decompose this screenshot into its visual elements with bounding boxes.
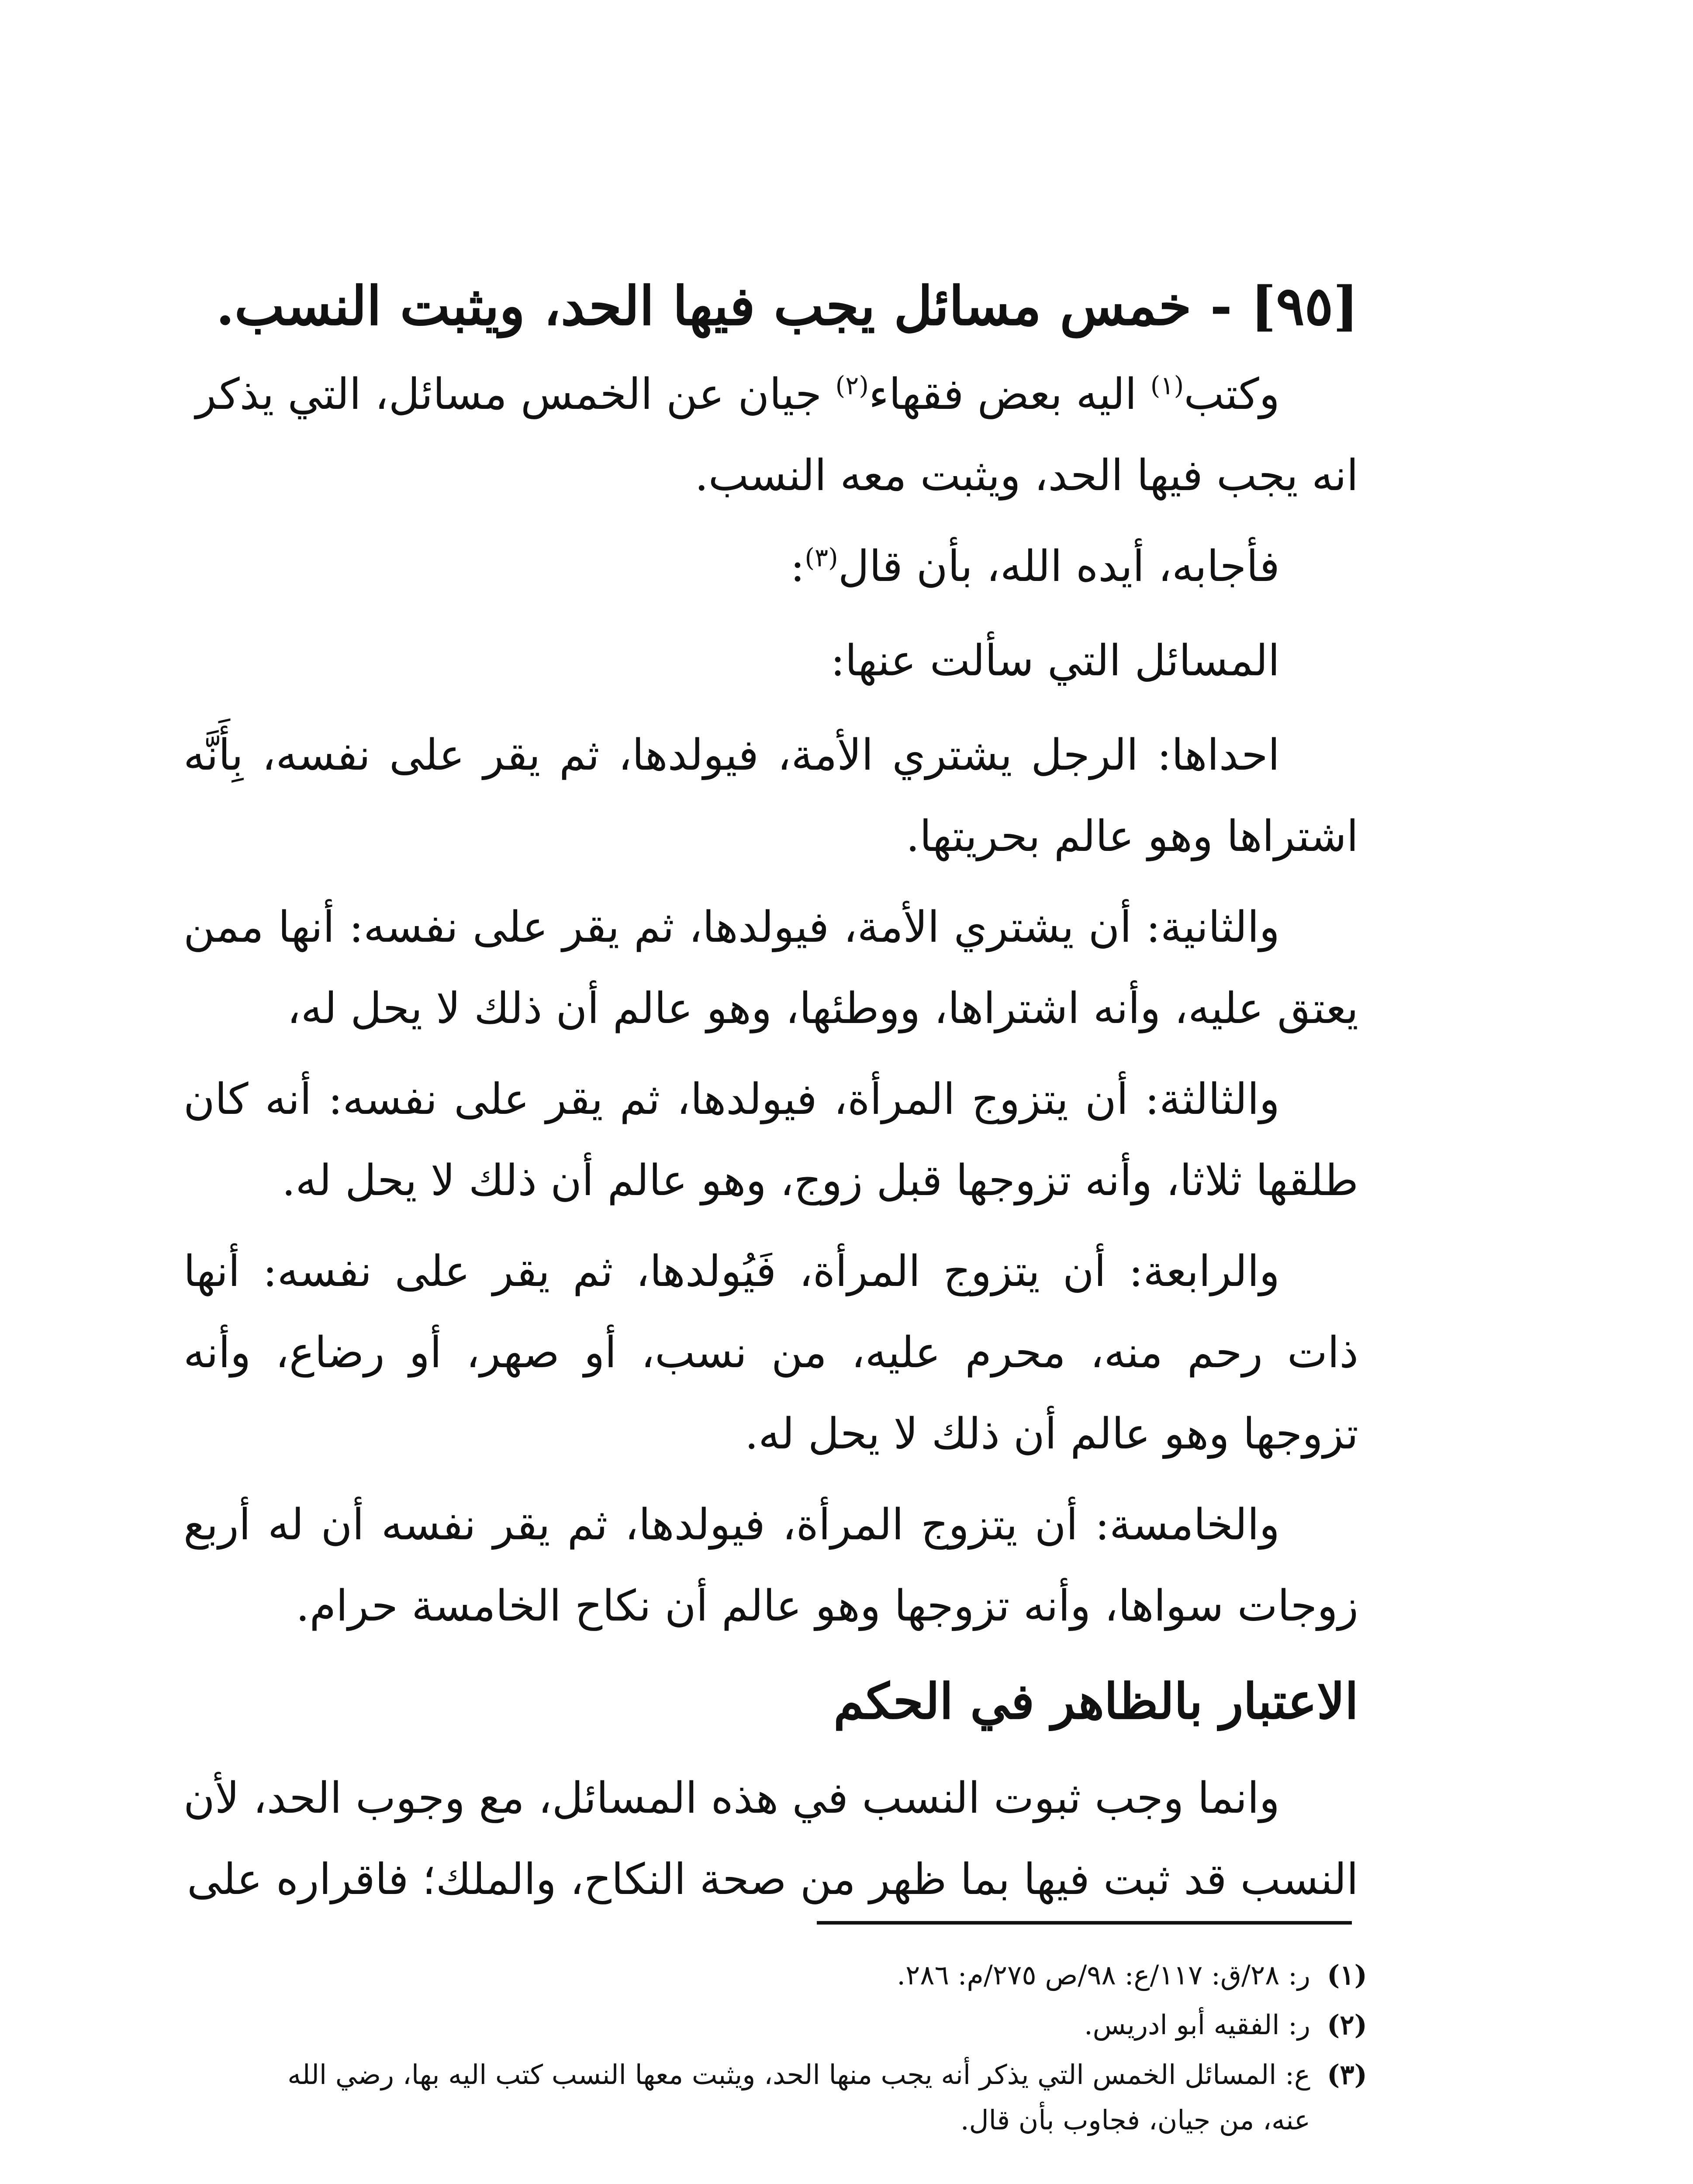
intro-text-2: اليه بعض فقهاء xyxy=(868,370,1151,419)
question-paragraph-1: احداها: الرجل يشتري الأمة، فيولدها، ثم يقر على نفسه، بِأَنَّه اشتراها وهو عالم بحريتها. xyxy=(183,730,1358,861)
subheading: الاعتبار بالظاهر في الحكم xyxy=(833,1673,1358,1730)
intro-paragraph xyxy=(183,354,1358,516)
footnote-2 xyxy=(231,2002,1367,2048)
footnote-divider xyxy=(817,1921,1352,1925)
answer-colon: : xyxy=(790,542,805,591)
footnote-number: (٢) xyxy=(1327,2009,1367,2041)
answer-line xyxy=(183,526,1358,607)
main-text xyxy=(183,262,1358,1930)
questions-label: المسائل التي سألت عنها: xyxy=(830,636,1280,686)
footnote-number: (٣) xyxy=(1327,2059,1367,2091)
section-heading: [٩٥] - خمس مسائل يجب فيها الحد، ويثبت النسب. xyxy=(216,274,1358,337)
intro-text-3: جيان عن الخمس مسائل، التي يذكر انه يجب فيها الحد، ويثبت معه النسب. xyxy=(195,370,1358,501)
closing-paragraph: وانما وجب ثبوت النسب في هذه المسائل، مع وجوب الحد، لأن النسب قد ثبت فيها بما ظهر من صحة النكاح، والملك؛ فاقراره على xyxy=(183,1773,1358,1904)
question-paragraph-5: والخامسة: أن يتزوج المرأة، فيولدها، ثم يقر نفسه أن له أربع زوجات سواها، وأنه تزوجها وهو عالم أن نكاح الخامسة حرام. xyxy=(183,1500,1358,1631)
footnote-marker-1: (١) xyxy=(1150,370,1184,401)
footnote-text: ر: الفقيه أبو ادريس. xyxy=(1084,2009,1310,2041)
footnote-marker-3: (٣) xyxy=(805,543,838,573)
question-paragraph-3: والثالثة: أن يتزوج المرأة، فيولدها، ثم يقر على نفسه: أنه كان طلقها ثلاثا، وأنه تزوجها قبل زوج، وهو عالم أن ذلك لا يحل له. xyxy=(183,1075,1358,1206)
footnote-text: ر: ٢٨/ق: ١١٧/ع: ٩٨/ص ٢٧٥/م: ٢٨٦. xyxy=(897,1959,1310,1991)
footnote-3 xyxy=(231,2052,1367,2143)
question-paragraph-2: والثانية: أن يشتري الأمة، فيولدها، ثم يقر على نفسه: أنها ممن يعتق عليه، وأنه اشتراها، ووطئها، وهو عالم أن ذلك لا يحل له، xyxy=(183,902,1358,1033)
footnotes xyxy=(231,1952,1367,2147)
footnote-marker-2: (٢) xyxy=(835,370,869,401)
intro-text-1: وكتب xyxy=(1184,370,1280,419)
answer-text: فأجابه، أيده الله، بأن قال xyxy=(838,542,1280,591)
footnote-1 xyxy=(231,1952,1367,1998)
footnote-number: (١) xyxy=(1327,1959,1367,1991)
question-paragraph-4: والرابعة: أن يتزوج المرأة، فَيُولدها، ثم يقر على نفسه: أنها ذات رحم منه، محرم عليه، من نسب، أو صهر، أو رضاع، وأنه تزوجها وهو عالم أن ذلك لا يحل له. xyxy=(183,1247,1358,1459)
footnote-text: ع: المسائل الخمس التي يذكر أنه يجب منها الحد، ويثبت معها النسب كتب اليه بها، رضي الله عنه، من جيان، فجاوب بأن قال. xyxy=(287,2059,1310,2136)
